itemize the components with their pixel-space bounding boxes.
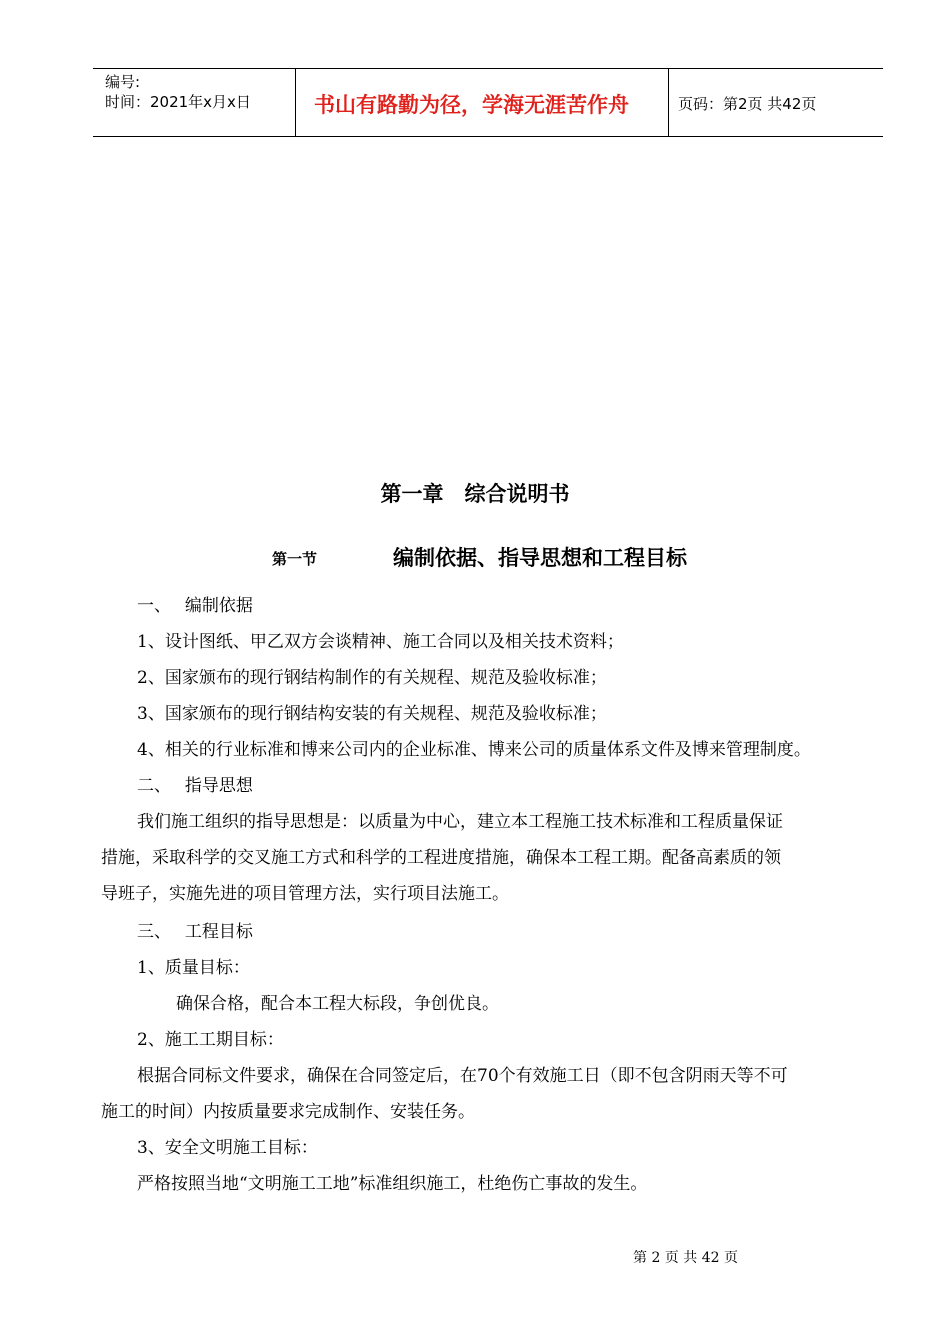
paragraph-line: 2、施工工期目标： xyxy=(137,1030,284,1050)
header-motto-cell xyxy=(295,69,669,136)
paragraph-line: 2、国家颁布的现行钢结构制作的有关规程、规范及验收标准； xyxy=(137,668,607,688)
heading-goals: 三、 工程目标 xyxy=(137,922,253,942)
section-number: 第一节 xyxy=(272,550,318,568)
paragraph-line: 1、质量目标： xyxy=(137,958,250,978)
paragraph-line: 措施，采取科学的交叉施工方式和科学的工程进度措施，确保本工程工期。配备高素质的领 xyxy=(101,848,781,868)
document-number-label: 编号: xyxy=(105,73,141,91)
header-table xyxy=(93,68,883,137)
paragraph-line: 1、设计图纸、甲乙双方会谈精神、施工合同以及相关技术资料； xyxy=(137,632,624,652)
chapter-title: 第一章 综合说明书 xyxy=(380,482,570,506)
paragraph-line: 施工的时间）内按质量要求完成制作、安装任务。 xyxy=(101,1102,475,1122)
document-time-label: 时间：2021年x月x日 xyxy=(105,93,251,111)
paragraph-line: 我们施工组织的指导思想是：以质量为中心，建立本工程施工技术标准和工程质量保证 xyxy=(137,812,783,832)
header-meta-cell xyxy=(93,69,295,136)
paragraph-line: 导班子，实施先进的项目管理方法，实行项目法施工。 xyxy=(101,884,509,904)
heading-basis: 一、 编制依据 xyxy=(137,596,253,616)
paragraph-line: 3、国家颁布的现行钢结构安装的有关规程、规范及验收标准； xyxy=(137,704,607,724)
paragraph-line: 严格按照当地“文明施工工地”标准组织施工，杜绝伤亡事故的发生。 xyxy=(137,1174,648,1194)
header-motto: 书山有路勤为径，学海无涯苦作舟 xyxy=(314,93,629,117)
paragraph-line: 根据合同标文件要求，确保在合同签定后，在70个有效施工日（即不包含阴雨天等不可 xyxy=(137,1066,788,1086)
header-page-info: 页码：第2页 共42页 xyxy=(678,95,817,113)
paragraph-line: 3、安全文明施工目标： xyxy=(137,1138,318,1158)
section-title: 编制依据、指导思想和工程目标 xyxy=(393,546,687,570)
paragraph-line: 4、相关的行业标准和博来公司内的企业标准、博来公司的质量体系文件及博来管理制度。 xyxy=(137,740,811,760)
paragraph-line: 确保合格，配合本工程大标段，争创优良。 xyxy=(176,994,499,1014)
page-footer: 第 2 页 共 42 页 xyxy=(633,1250,738,1266)
header-page-cell xyxy=(668,69,883,136)
heading-guideline: 二、 指导思想 xyxy=(137,776,253,796)
